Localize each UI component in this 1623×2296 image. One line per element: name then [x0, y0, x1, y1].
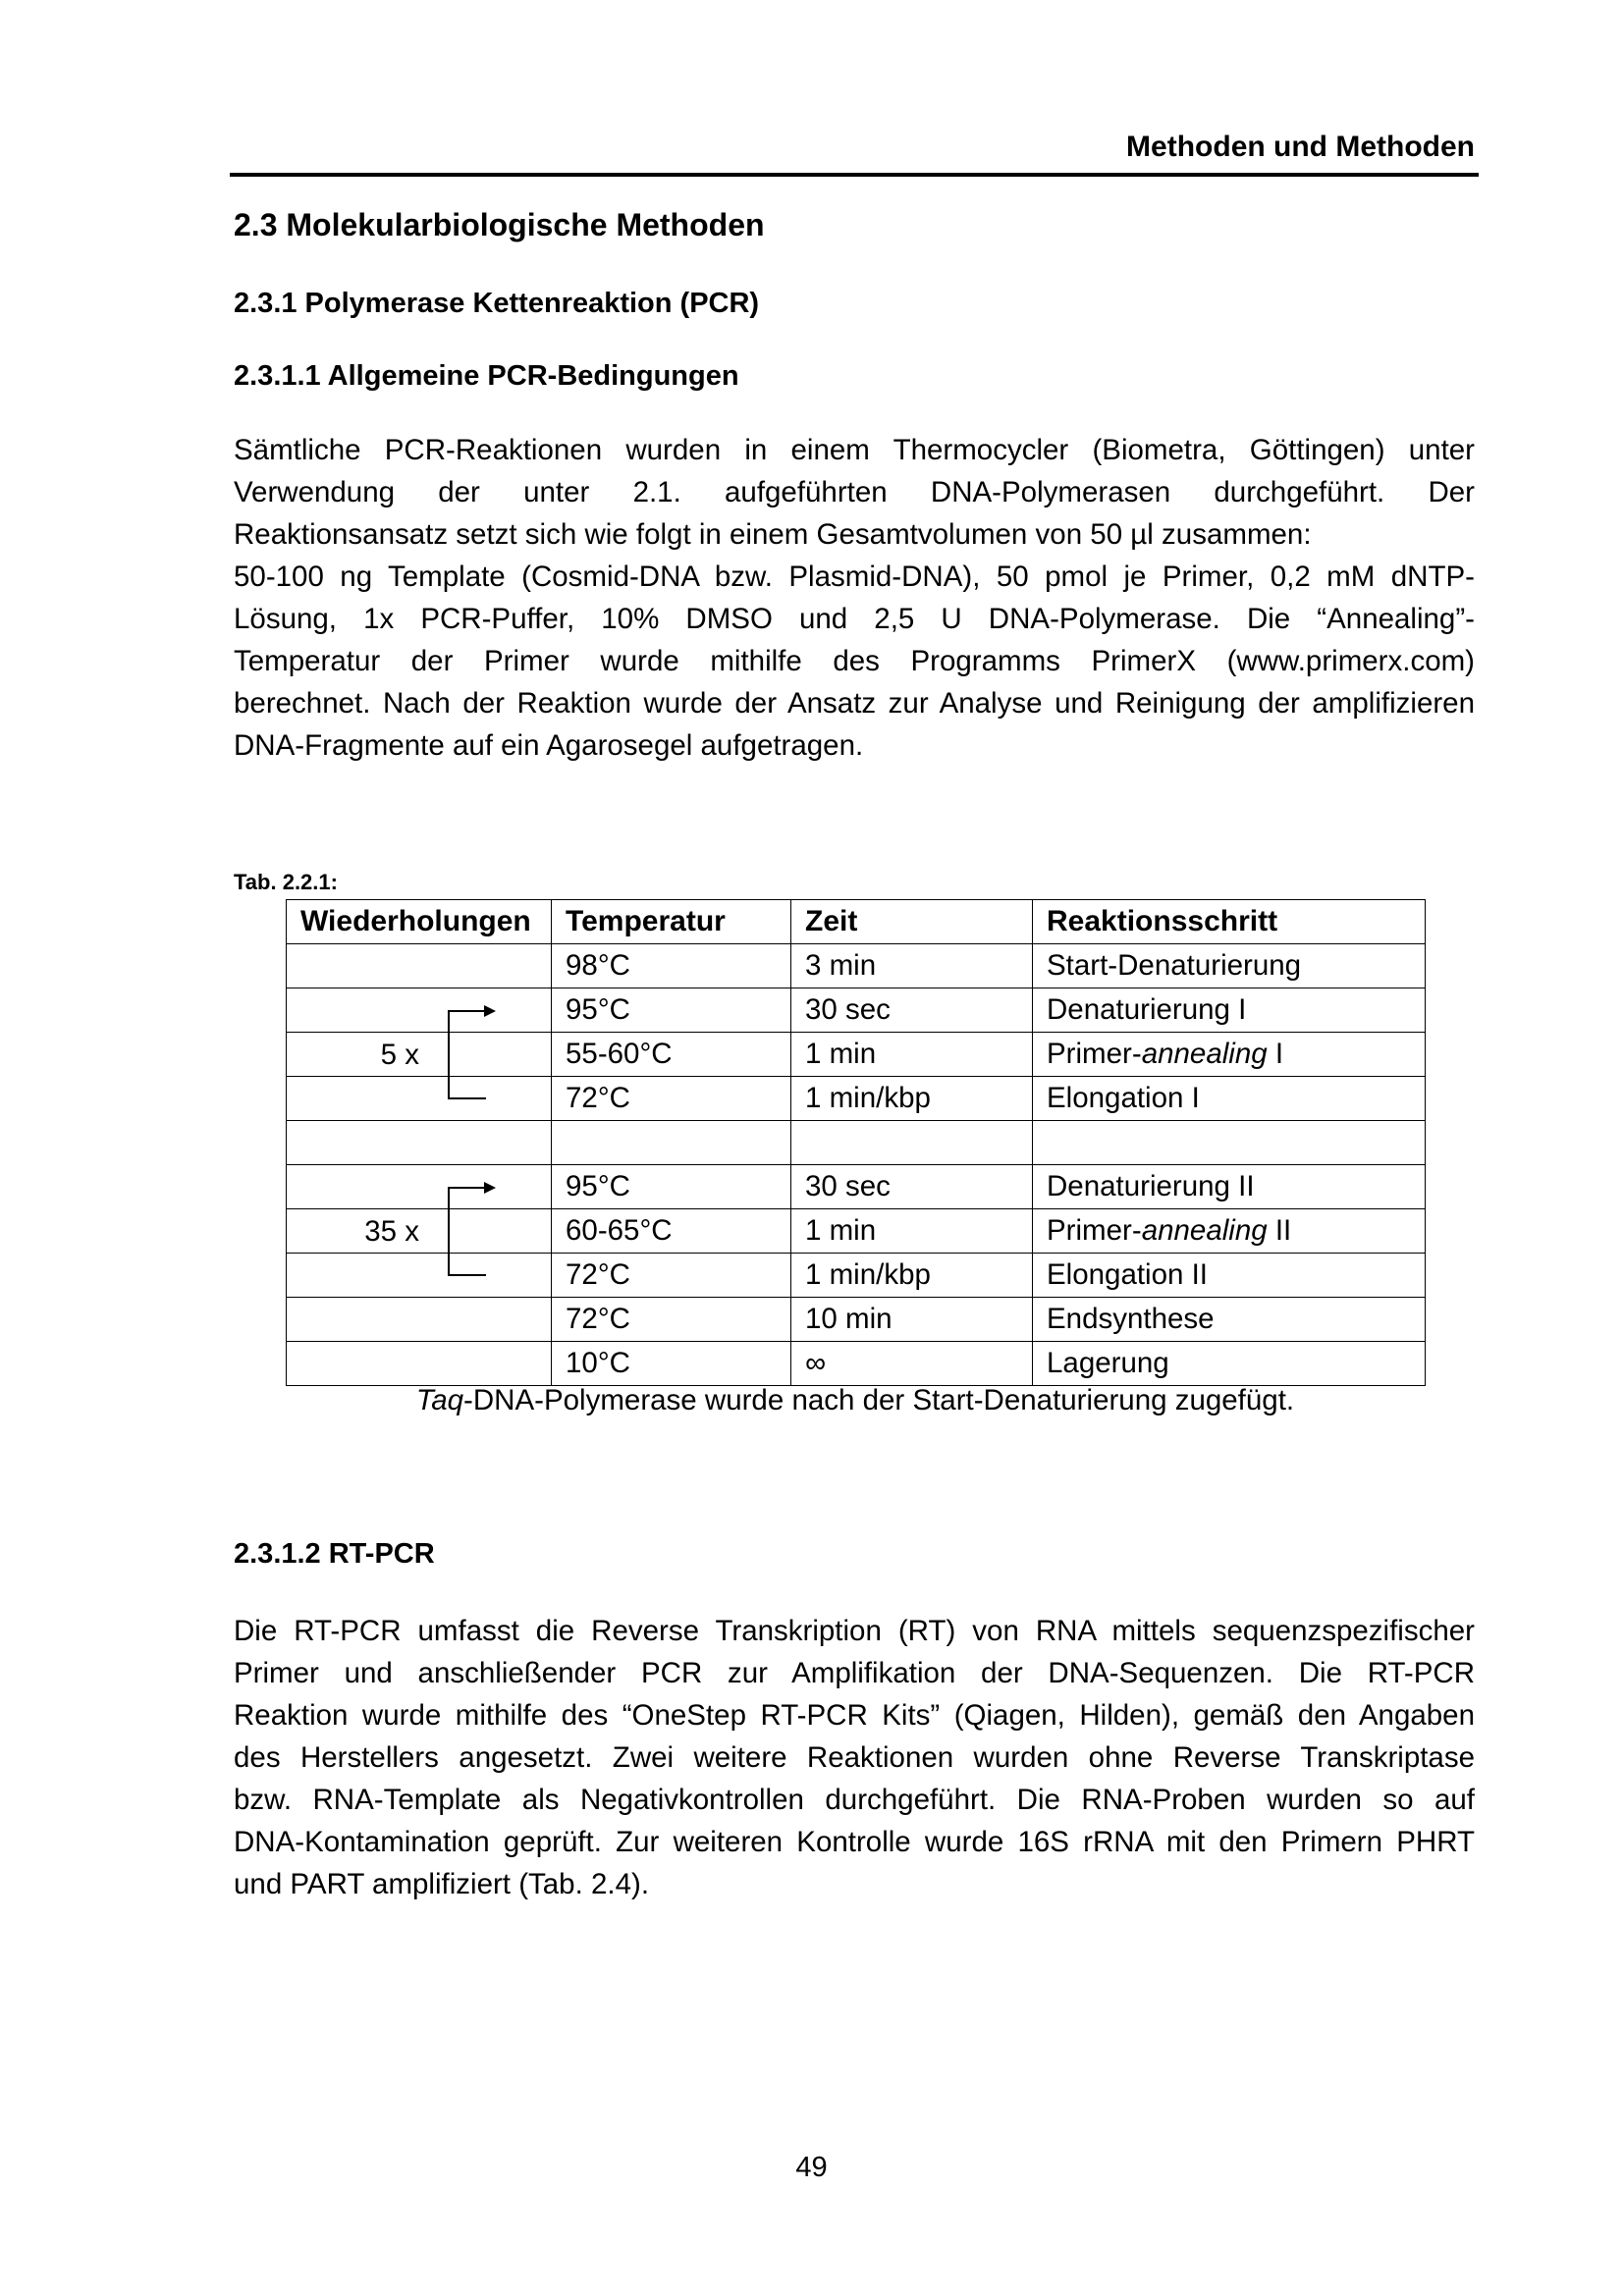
cell-repetitions	[287, 988, 552, 1033]
repetition-count	[287, 1342, 419, 1386]
section-heading: 2.3 Molekularbiologische Methoden	[234, 207, 765, 242]
cell-time: ∞	[791, 1342, 1033, 1386]
cell-repetitions	[287, 1165, 552, 1209]
cell-reaction-step	[1033, 1209, 1426, 1254]
caption-italic: Taq	[415, 1384, 464, 1416]
cell-temperature: 72°C	[552, 1077, 791, 1121]
cell-repetitions	[287, 1077, 552, 1121]
cell-reaction-step	[1033, 1342, 1426, 1386]
reaction-step-italic: annealing	[1141, 1214, 1268, 1247]
cell-repetitions	[287, 1342, 552, 1386]
cell-repetitions	[287, 1121, 552, 1165]
repetition-count	[287, 1165, 419, 1209]
table-row	[287, 1342, 1426, 1386]
cell-reaction-step	[1033, 1254, 1426, 1298]
repetition-count	[287, 1298, 419, 1342]
cell-temperature: 55-60°C	[552, 1033, 791, 1077]
cell-time: 1 min/kbp	[791, 1254, 1033, 1298]
repetition-count	[287, 1254, 419, 1298]
column-header-time: Zeit	[791, 900, 1033, 944]
reaction-step-text: Primer-	[1047, 1214, 1142, 1247]
paragraph-line: berechnet. Nach der Reaktion wurde der Ansatz zur Analyse und Reinigung der amplifizieren	[234, 687, 1475, 720]
repetition-count	[287, 988, 419, 1033]
cell-reaction-step	[1033, 1121, 1426, 1165]
cell-repetitions	[287, 944, 552, 988]
reaction-step-text: Endsynthese	[1047, 1303, 1215, 1335]
paragraph-line: Verwendung der unter 2.1. aufgeführten DNA-Polymerasen durchgeführt. Der	[234, 476, 1475, 508]
reaction-step-suffix: I	[1267, 1038, 1284, 1070]
cell-temperature: 95°C	[552, 988, 791, 1033]
cell-reaction-step	[1033, 944, 1426, 988]
cell-time: 1 min	[791, 1033, 1033, 1077]
repetition-count: 35 x	[364, 1215, 419, 1248]
pcr-program-table	[286, 899, 1426, 1386]
table-row	[287, 1165, 1426, 1209]
reaction-step-text: Lagerung	[1047, 1347, 1169, 1379]
cell-temperature: 72°C	[552, 1254, 791, 1298]
paragraph-line: DNA-Fragmente auf ein Agarosegel aufgetragen.	[234, 729, 864, 762]
table-row	[287, 1121, 1426, 1165]
reaction-step-text: Elongation II	[1047, 1258, 1209, 1291]
cell-reaction-step	[1033, 1165, 1426, 1209]
subsubsection-heading-rt-pcr: 2.3.1.2 RT-PCR	[234, 1538, 435, 1570]
reaction-step-suffix: II	[1267, 1214, 1292, 1247]
paragraph-line: Primer und anschließender PCR zur Amplifikation der DNA-Sequenzen. Die RT-PCR	[234, 1657, 1475, 1689]
cell-time: 1 min/kbp	[791, 1077, 1033, 1121]
cell-reaction-step	[1033, 1033, 1426, 1077]
reaction-step-text: Elongation I	[1047, 1082, 1200, 1114]
table-row	[287, 1033, 1426, 1077]
table-row	[287, 944, 1426, 988]
paragraph-rt-pcr	[234, 1610, 1475, 1905]
cell-time: 30 sec	[791, 1165, 1033, 1209]
cell-time: 30 sec	[791, 988, 1033, 1033]
cell-time: 1 min	[791, 1209, 1033, 1254]
cell-repetitions	[287, 1254, 552, 1298]
repetition-count	[287, 944, 419, 988]
cell-reaction-step	[1033, 1077, 1426, 1121]
paragraph-line: bzw. RNA-Template als Negativkontrollen durchgeführt. Die RNA-Proben wurden so auf	[234, 1784, 1475, 1816]
table-row	[287, 1209, 1426, 1254]
running-header	[230, 126, 1479, 177]
cell-repetitions	[287, 1209, 552, 1254]
reaction-step-text: Start-Denaturierung	[1047, 949, 1302, 982]
table-row	[287, 1254, 1426, 1298]
cell-repetitions	[287, 1298, 552, 1342]
paragraph-line: Reaktion wurde mithilfe des “OneStep RT-PCR Kits” (Qiagen, Hilden), gemäß den Angaben	[234, 1699, 1475, 1732]
column-header-temperature: Temperatur	[552, 900, 791, 944]
cell-reaction-step	[1033, 1298, 1426, 1342]
cell-temperature	[552, 1121, 791, 1165]
table-row	[287, 1077, 1426, 1121]
table-caption	[286, 1384, 1425, 1417]
repetition-count	[287, 1121, 419, 1165]
table-row	[287, 1298, 1426, 1342]
cell-repetitions	[287, 1033, 552, 1077]
paragraph-line: Sämtliche PCR-Reaktionen wurden in einem Thermocycler (Biometra, Göttingen) unter	[234, 434, 1475, 466]
cell-temperature: 95°C	[552, 1165, 791, 1209]
paragraph-line: 50-100 ng Template (Cosmid-DNA bzw. Plasmid-DNA), 50 pmol je Primer, 0,2 mM dNTP-	[234, 561, 1475, 593]
running-header-text: Methoden und Methoden	[1126, 131, 1475, 163]
paragraph-line: DNA-Kontamination geprüft. Zur weiteren Kontrolle wurde 16S rRNA mit den Primern PHRT	[234, 1826, 1475, 1858]
table-header-row	[287, 900, 1426, 944]
cell-time: 3 min	[791, 944, 1033, 988]
repetition-count	[287, 1077, 419, 1121]
cell-temperature: 60-65°C	[552, 1209, 791, 1254]
reaction-step-text: Primer-	[1047, 1038, 1142, 1070]
page-number: 49	[795, 2152, 828, 2183]
paragraph-pcr-conditions	[234, 429, 1475, 767]
reaction-step-text: Denaturierung I	[1047, 993, 1247, 1026]
cell-reaction-step	[1033, 988, 1426, 1033]
paragraph-line: und PART amplifiziert (Tab. 2.4).	[234, 1868, 650, 1900]
cell-temperature: 98°C	[552, 944, 791, 988]
paragraph-line: Reaktionsansatz setzt sich wie folgt in einem Gesamtvolumen von 50 µl zusammen:	[234, 518, 1312, 551]
paragraph-line: des Herstellers angesetzt. Zwei weitere Reaktionen wurden ohne Reverse Transkriptase	[234, 1741, 1475, 1774]
cell-temperature: 10°C	[552, 1342, 791, 1386]
column-header-repetitions: Wiederholungen	[287, 900, 552, 944]
table-label: Tab. 2.2.1:	[234, 870, 338, 894]
paragraph-line: Lösung, 1x PCR-Puffer, 10% DMSO und 2,5 U DNA-Polymerase. Die “Annealing”-	[234, 603, 1475, 635]
reaction-step-text: Denaturierung II	[1047, 1170, 1255, 1202]
repetition-count: 5 x	[380, 1039, 419, 1071]
paragraph-line: Die RT-PCR umfasst die Reverse Transkription (RT) von RNA mittels sequenzspezifischer	[234, 1615, 1475, 1647]
subsection-heading: 2.3.1 Polymerase Kettenreaktion (PCR)	[234, 288, 760, 319]
table-row	[287, 988, 1426, 1033]
cell-temperature: 72°C	[552, 1298, 791, 1342]
reaction-step-italic: annealing	[1141, 1038, 1268, 1070]
caption-text: -DNA-Polymerase wurde nach der Start-Denaturierung zugefügt.	[463, 1384, 1295, 1416]
cell-time	[791, 1121, 1033, 1165]
subsubsection-heading-pcr-conditions: 2.3.1.1 Allgemeine PCR-Bedingungen	[234, 360, 739, 392]
column-header-reaction-step: Reaktionsschritt	[1033, 900, 1426, 944]
paragraph-line: Temperatur der Primer wurde mithilfe des Programms PrimerX (www.primerx.com)	[234, 645, 1475, 677]
cell-time: 10 min	[791, 1298, 1033, 1342]
